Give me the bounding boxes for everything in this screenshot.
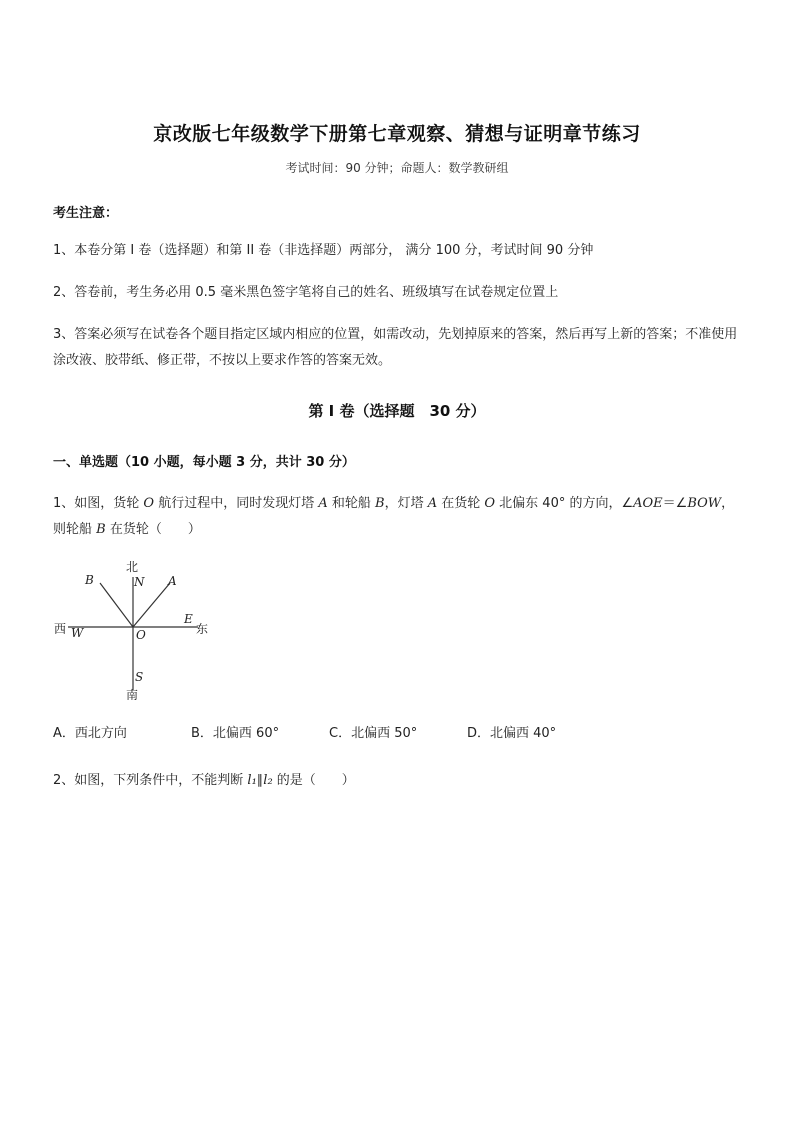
q2-var: l₂ [263,773,273,788]
notice-item-1: 1、本卷分第 I 卷（选择题）和第 II 卷（非选择题）两部分， 满分 100 分，考试时间 90 分钟 [53,243,594,258]
q1-text: 在货轮（ ） [105,522,201,537]
q1-text: 和轮船 [327,496,375,511]
label-south: 南 [126,688,139,702]
notice-item-2: 2、答卷前，考生务必用 0.5 毫米黑色签字笔将自己的姓名、班级填写在试卷规定位置上 [53,285,559,300]
label-n: N [134,575,145,589]
label-a: A [168,574,177,588]
q1-var: B [375,496,385,511]
q1-text: ，灯塔 [384,496,428,511]
page-title: 京改版七年级数学下册第七章观察、猜想与证明章节练习 [153,123,641,145]
notice-item-3: 3、答案必须写在试卷各个题目指定区域内相应的位置，如需改动，先划掉原来的答案，然后再写上新的答案；不准使用涂改液、胶带纸、修正带，不按以上要求作答的答案无效。 [53,327,738,368]
option-b[interactable]: B．北偏西 60° [191,726,280,741]
label-west: 西 [54,622,67,636]
q1-var: O [484,496,496,511]
label-e: E [184,612,193,626]
q1-var: BOW [687,496,722,511]
option-c[interactable]: C．北偏西 50° [329,726,418,741]
option-a[interactable]: A．西北方向 [53,726,127,741]
q1-text: 航行过程中，同时发现灯塔 [154,496,319,511]
q1-text: ＝∠ [662,496,688,511]
q1-text: 在货轮 [437,496,485,511]
q2-text: 的是（ ） [272,773,355,788]
q2-var: l₁ [247,773,257,788]
q1-var: AOE [633,496,663,511]
label-w: W [71,626,84,640]
q1-var: B [96,522,106,537]
ray-oa [133,583,170,627]
option-d[interactable]: D．北偏西 40° [467,726,557,741]
label-o: O [136,628,146,642]
label-north: 北 [126,560,139,574]
notice-heading: 考生注意： [53,206,119,221]
part-heading: 一、单选题（10 小题，每小题 3 分，共计 30 分） [53,455,355,470]
label-b: B [85,573,94,587]
q1-text: 1、如图，货轮 [53,496,144,511]
ray-ob [100,583,133,627]
q1-var: O [143,496,155,511]
section-title: 第 I 卷（选择题 30 分） [308,402,486,420]
q1-text: 北偏东 40° 的方向，∠ [495,496,634,511]
question-1 [53,491,743,543]
label-east: 东 [196,622,209,636]
q1-var: A [318,496,328,511]
compass-figure [48,555,218,705]
q1-text: ，则轮船 [53,496,735,537]
label-s: S [135,670,144,684]
exam-info: 考试时间：90 分钟；命题人：数学教研组 [285,161,509,175]
question-2 [53,768,743,794]
q2-text: 2、如图，下列条件中，不能判断 [53,773,248,788]
q2-text: ∥ [256,773,264,788]
q1-var: A [427,496,438,511]
